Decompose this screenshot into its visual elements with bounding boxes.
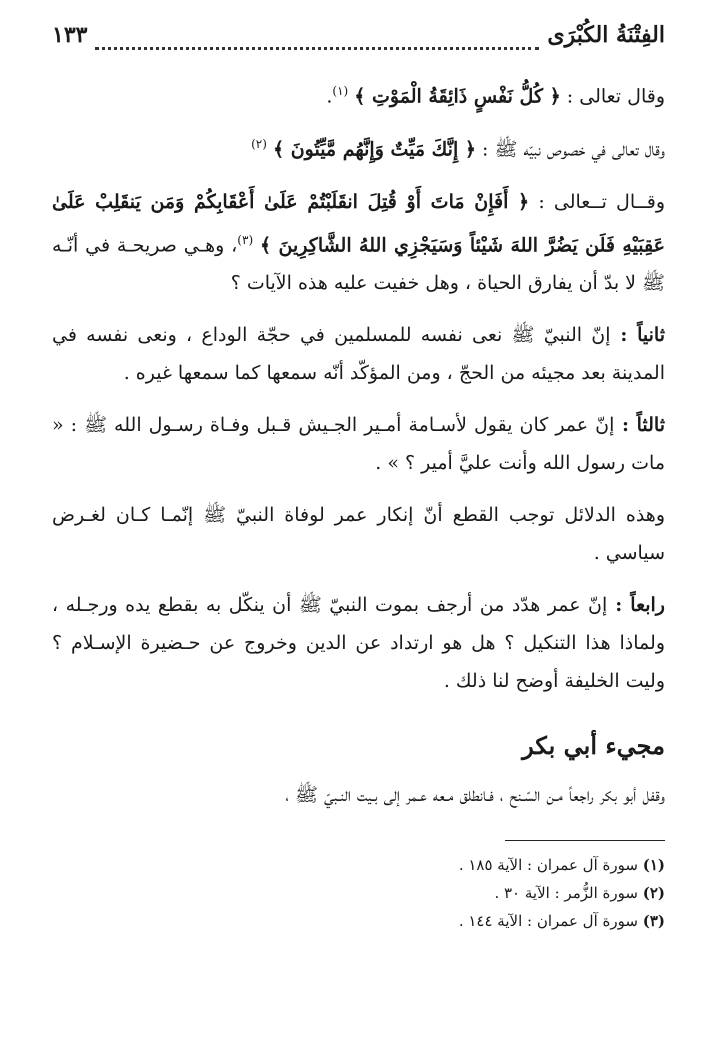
footnote-marker: (٢) [251, 137, 267, 152]
paragraph-4 [52, 316, 665, 392]
footnote-2 [52, 879, 665, 907]
header-dot-leader [95, 35, 539, 50]
paragraph-text: وقال تعالى في خصوص نبيّه ﷺ : [476, 138, 665, 161]
section-heading: مجيء أبي بكر [522, 730, 665, 760]
paragraph-text: وهذه الدلائل توجب القطع أنّ إنكار عمر لوفاة النبيّ ﷺ إنّمـا كـان لغـرض سياسي . [52, 503, 665, 564]
paragraph-2 [52, 125, 665, 168]
paragraph-text: . [326, 85, 333, 108]
paragraph-lead: ثانياً : [610, 323, 666, 346]
paragraph-8 [52, 776, 665, 814]
paragraph-7 [52, 586, 665, 700]
paragraph-text: إنّ عمر كان يقول لأسـامة أمـير الجـيش قـبل وفـاة رسـول الله ﷺ : « مات رسول الله وأنت عليَّ أمير ؟ » . [52, 413, 665, 474]
book-title: الفِتْنَةُ الكُبْرَى [547, 22, 665, 48]
paragraph-6 [52, 496, 665, 572]
quran-verse: ﴿ كُلُّ نَفْسٍ ذَائِقَةُ الْمَوْتِ ﴾ [354, 85, 561, 108]
footnote-number: (٣) [642, 911, 665, 930]
footnote-text: سورة آل عمران : الآية ١٨٥ . [458, 855, 638, 874]
paragraph-text: وقفل أبو بكر راجعاً مـن السّـنح ، فـانطلق مـعه عـمر إلى بـيت النـبيّ ﷺ ، [285, 783, 665, 806]
quran-verse: ﴿ إِنَّكَ مَيِّتٌ وَإِنَّهُم مَّيِّتُونَ ﴾ [272, 138, 476, 161]
footnote-number: (٢) [642, 883, 665, 902]
paragraph-text: وقال تعالى : [560, 85, 665, 108]
footnote-marker: (١) [332, 84, 349, 98]
page-number: ١٣٣ [52, 22, 88, 48]
paragraph-lead: ثالثاً : [614, 413, 665, 436]
paragraph-lead: رابعاً : [607, 593, 665, 616]
paragraph-text: إنّ عمر هدّد من أرجف بموت النبيّ ﷺ أن ينكّل به بقطع يده ورجـله ، ولماذا هذا التنكيل ؟ هل هو ارتداد عن الدين وخروج عن حـضيرة الإسـلام ؟ وليت الخليفة أوضح لنا ذلك . [52, 593, 665, 692]
paragraph-text: وقــال تــعالى : [529, 190, 665, 213]
book-page [52, 22, 665, 1032]
footnote-marker: (٣) [237, 232, 254, 247]
footnote-text: سورة آل عمران : الآية ١٤٤ . [458, 911, 638, 930]
footnote-text: سورة الزُّمر : الآية ٣٠ . [494, 883, 638, 902]
paragraph-1 [52, 72, 665, 115]
paragraph-5 [52, 406, 665, 482]
footnote-1 [52, 851, 665, 879]
footnote-number: (١) [642, 855, 665, 874]
paragraph-text: إنّ النبيّ ﷺ نعى نفسه للمسلمين في حجّة الوداع ، ونعى نفسه في المدينة بعد مجيئه من الحجّ ، ومن المؤكّد أنّه سمعها كما سمعها غيره . [52, 323, 665, 384]
footnote-divider [505, 840, 665, 841]
paragraph-text: ، وهـي صريحـة في أنّـه ﷺ لا بدّ أن يفارق الحياة ، وهل خفيت عليه هذه الآيات ؟ [52, 233, 665, 294]
footnote-3 [52, 907, 665, 935]
running-header [52, 22, 665, 62]
paragraph-3 [52, 183, 665, 302]
footnotes [52, 851, 665, 935]
quran-verse: ﴿ أَفَإِنْ مَاتَ أَوْ قُتِلَ انقَلَبْتُمْ عَلَىٰ أَعْقَابِكُمْ وَمَن يَنقَلِبْ عَلَىٰ عَقِبَيْهِ فَلَن يَضُرَّ اللهَ شَيْئاً وَسَيَجْزِي اللهُ الشَّاكِرِينَ ﴾ [52, 190, 665, 256]
